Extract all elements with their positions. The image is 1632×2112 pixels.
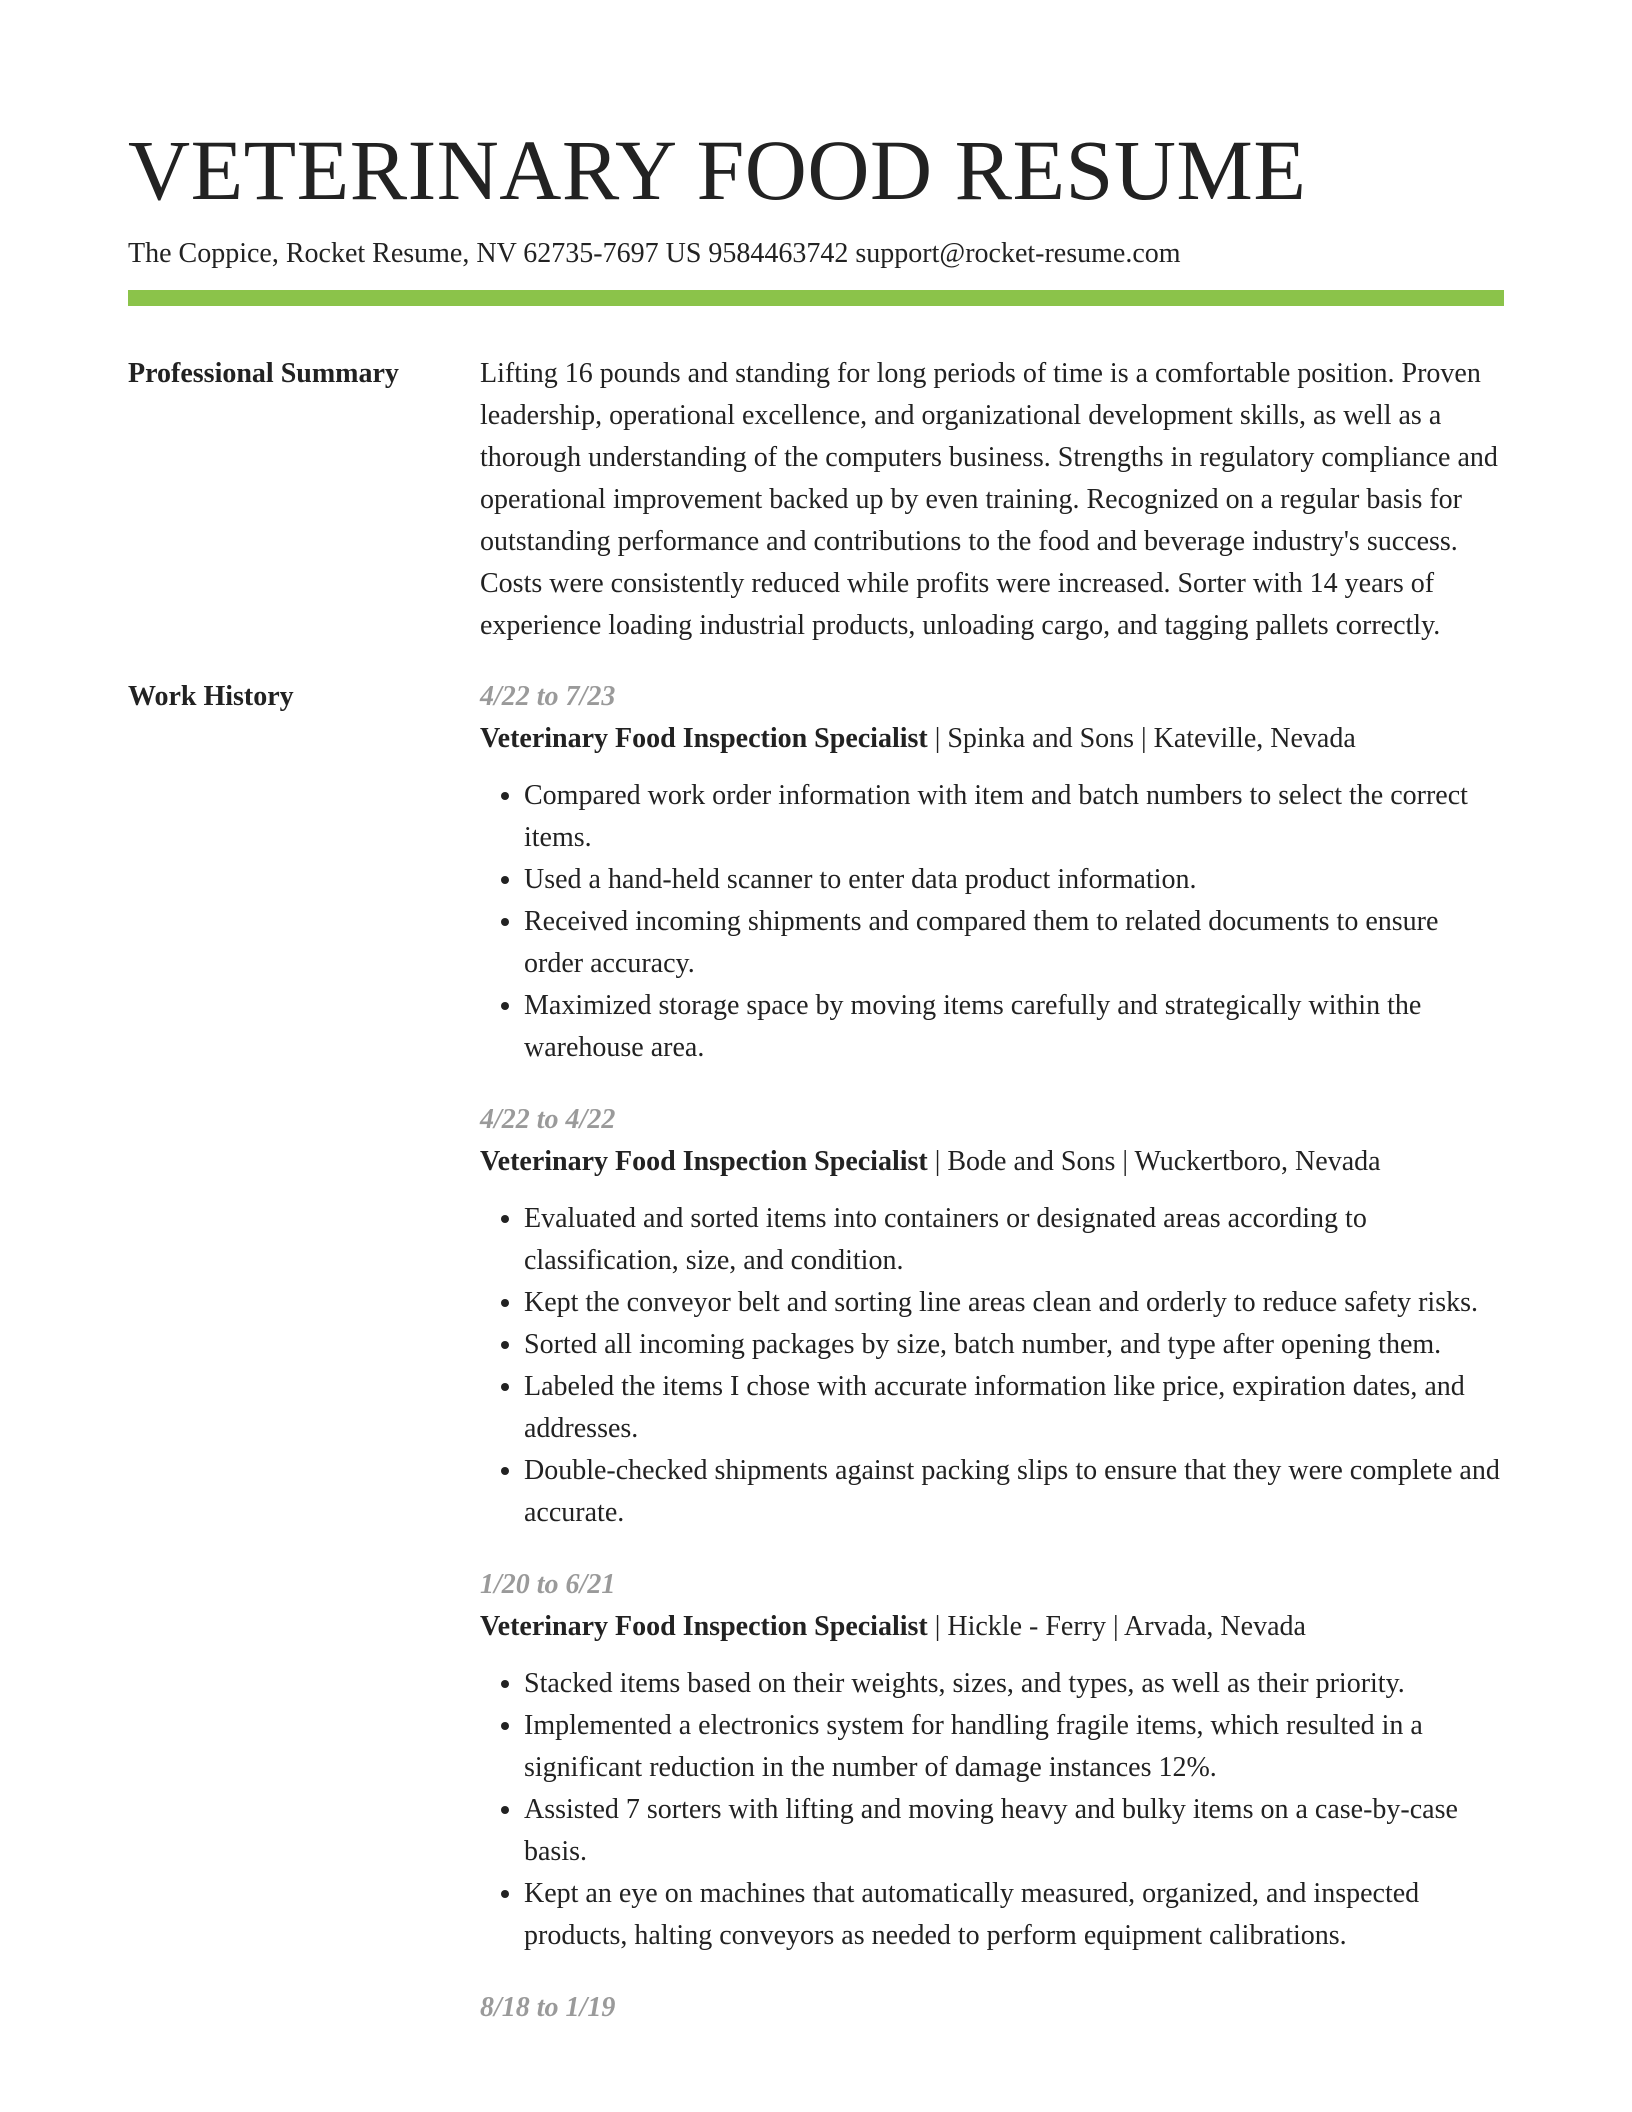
resume-title: VETERINARY FOOD RESUME xyxy=(128,122,1307,218)
job-bullet: • Implemented a electronics system for handling fragile items, which resulted in a significant reduction in the number of damage instances 12%. xyxy=(524,1705,1504,1789)
job-employer-location: | Spinka and Sons | Kateville, Nevada xyxy=(927,723,1356,754)
job-bullets xyxy=(480,1198,1504,1534)
job-bullet: • Received incoming shipments and compared them to related documents to ensure order accuracy. xyxy=(524,901,1504,985)
section-heading-work-history: Work History xyxy=(128,681,294,712)
job-employer-location: | Bode and Sons | Wuckertboro, Nevada xyxy=(927,1146,1381,1177)
job-bullet: • Maximized storage space by moving items carefully and strategically within the warehouse area. xyxy=(524,985,1504,1069)
job-bullets xyxy=(480,1663,1504,1957)
job-entry xyxy=(480,676,1504,1069)
job-title: Veterinary Food Inspection Specialist xyxy=(480,1611,928,1642)
job-title: Veterinary Food Inspection Specialist xyxy=(480,723,928,754)
professional-summary-section xyxy=(128,353,1504,647)
job-bullet: • Kept the conveyor belt and sorting line areas clean and orderly to reduce safety risks. xyxy=(524,1282,1504,1324)
job-bullet: • Stacked items based on their weights, sizes, and types, as well as their priority. xyxy=(524,1663,1504,1705)
job-bullets xyxy=(480,775,1504,1069)
job-bullet: • Evaluated and sorted items into containers or designated areas according to classification, size, and condition. xyxy=(524,1198,1504,1282)
job-dates: 1/20 to 6/21 xyxy=(480,1569,616,1600)
job-bullet: • Assisted 7 sorters with lifting and moving heavy and bulky items on a case-by-case basis. xyxy=(524,1789,1504,1873)
work-history-section xyxy=(128,676,1504,2029)
job-dates: 4/22 to 4/22 xyxy=(480,1104,616,1135)
job-bullet: • Compared work order information with item and batch numbers to select the correct items. xyxy=(524,775,1504,859)
job-entry xyxy=(480,1099,1504,1534)
section-heading-summary: Professional Summary xyxy=(128,358,399,389)
job-bullet: • Kept an eye on machines that automatically measured, organized, and inspected products, halting conveyors as needed to perform equipment calibrations. xyxy=(524,1873,1504,1957)
summary-body xyxy=(480,353,1504,647)
job-dates: 8/18 to 1/19 xyxy=(480,1992,616,2023)
job-bullet: • Double-checked shipments against packing slips to ensure that they were complete and accurate. xyxy=(524,1450,1504,1534)
job-bullet: • Sorted all incoming packages by size, batch number, and type after opening them. xyxy=(524,1324,1504,1366)
job-heading xyxy=(480,1141,1504,1183)
job-entry xyxy=(480,1564,1504,1957)
accent-divider xyxy=(128,290,1504,306)
resume-page xyxy=(128,0,1504,2059)
job-title: Veterinary Food Inspection Specialist xyxy=(480,1146,928,1177)
contact-line: The Coppice, Rocket Resume, NV 62735-7697 US 9584463742 support@rocket-resume.com xyxy=(128,238,1181,269)
job-bullet: • Labeled the items I chose with accurate information like price, expiration dates, and addresses. xyxy=(524,1366,1504,1450)
job-bullet: • Used a hand-held scanner to enter data product information. xyxy=(524,859,1504,901)
work-history-body xyxy=(480,676,1504,2029)
job-employer-location: | Hickle - Ferry | Arvada, Nevada xyxy=(927,1611,1306,1642)
job-entry xyxy=(480,1987,1504,2029)
job-heading xyxy=(480,1606,1504,1648)
job-heading xyxy=(480,718,1504,760)
summary-text: Lifting 16 pounds and standing for long periods of time is a comfortable position. Proven leadership, operational excellence, and organizational development skills, as well as a thorough understanding of the computers business. Strengths in regulatory compliance and operational improvement backed up by even training. Recognized on a regular basis for outstanding performance and contributions to the food and beverage industry's success. Costs were consistently reduced while profits were increased. Sorter with 14 years of experience loading industrial products, unloading cargo, and tagging pallets correctly. xyxy=(480,358,1498,641)
job-dates: 4/22 to 7/23 xyxy=(480,681,616,712)
